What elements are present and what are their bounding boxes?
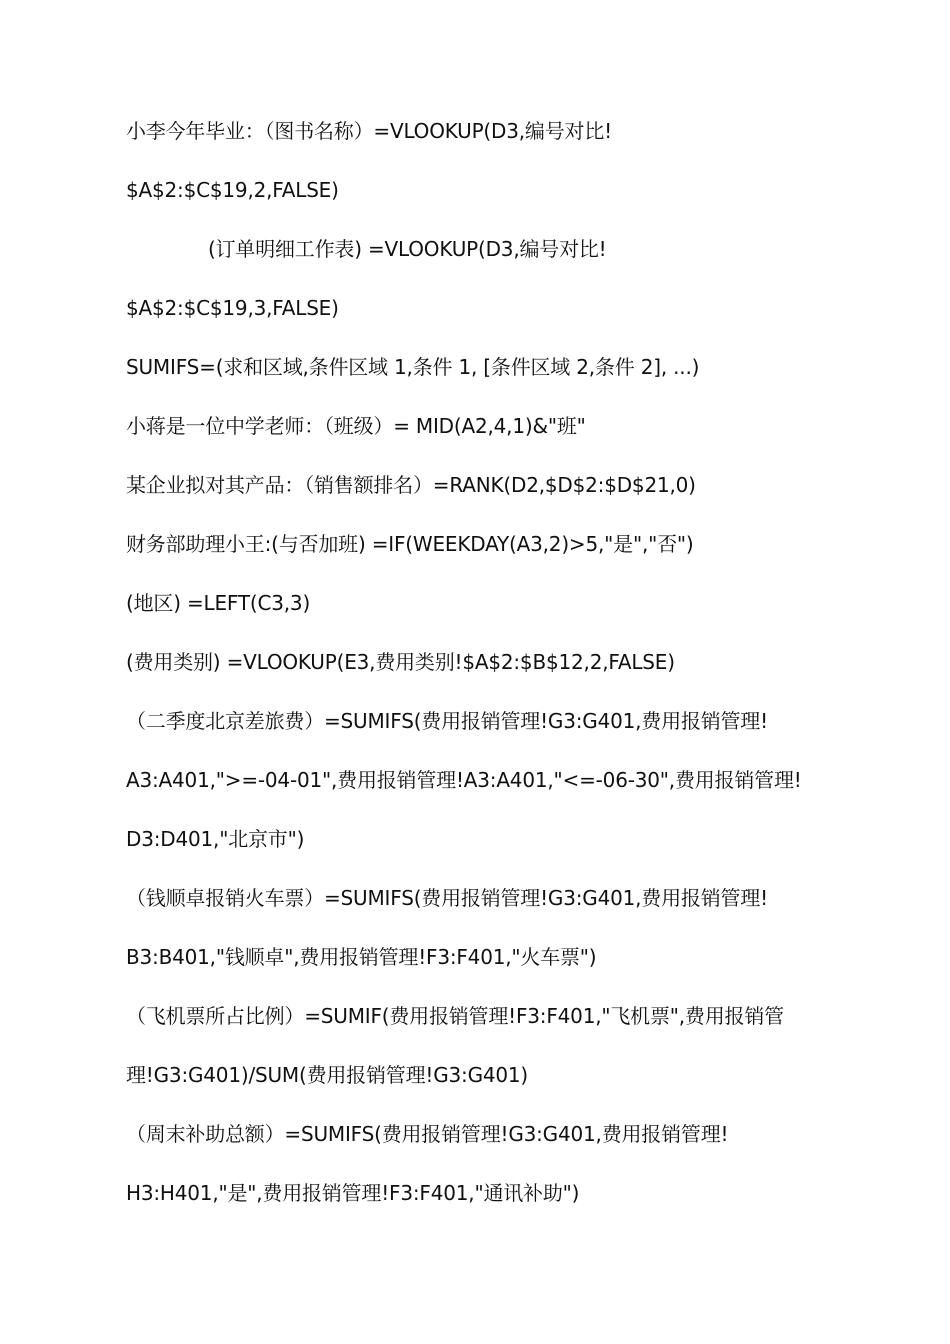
text-line: （周末补助总额）=SUMIFS(费用报销管理!G3:G401,费用报销管理! [126,1122,729,1146]
text-line: （飞机票所占比例）=SUMIF(费用报销管理!F3:F401,"飞机票",费用报销管 [126,1004,784,1028]
text-line: （钱顺卓报销火车票）=SUMIFS(费用报销管理!G3:G401,费用报销管理! [126,886,768,910]
text-line: 小李今年毕业：（图书名称）=VLOOKUP(D3,编号对比! [126,119,612,143]
text-line: $A$2:$C$19,2,FALSE) [126,178,339,202]
text-line: 理!G3:G401)/SUM(费用报销管理!G3:G401) [126,1063,529,1087]
text-line: B3:B401,"钱顺卓",费用报销管理!F3:F401,"火车票") [126,945,597,969]
text-line: （二季度北京差旅费）=SUMIFS(费用报销管理!G3:G401,费用报销管理! [126,709,768,733]
text-line: (订单明细工作表) =VLOOKUP(D3,编号对比! [208,237,607,261]
text-line: (费用类别) =VLOOKUP(E3,费用类别!$A$2:$B$12,2,FALSE) [126,650,675,674]
text-line: D3:D401,"北京市") [126,827,305,851]
text-line: $A$2:$C$19,3,FALSE) [126,296,339,320]
text-line: (地区) =LEFT(C3,3) [126,591,311,615]
text-line: 某企业拟对其产品：（销售额排名）=RANK(D2,$D$2:$D$21,0) [126,473,696,497]
text-line: H3:H401,"是",费用报销管理!F3:F401,"通讯补助") [126,1181,580,1205]
text-line: SUMIFS=(求和区域,条件区域 1,条件 1, [条件区域 2,条件 2], ...) [126,355,700,379]
text-line: A3:A401,">=-04-01",费用报销管理!A3:A401,"<=-06-30",费用报销管理! [126,768,802,792]
text-line: 财务部助理小王:(与否加班) =IF(WEEKDAY(A3,2)>5,"是","否") [126,532,694,556]
text-line: 小蒋是一位中学老师：（班级）= MID(A2,4,1)&"班" [126,414,586,438]
